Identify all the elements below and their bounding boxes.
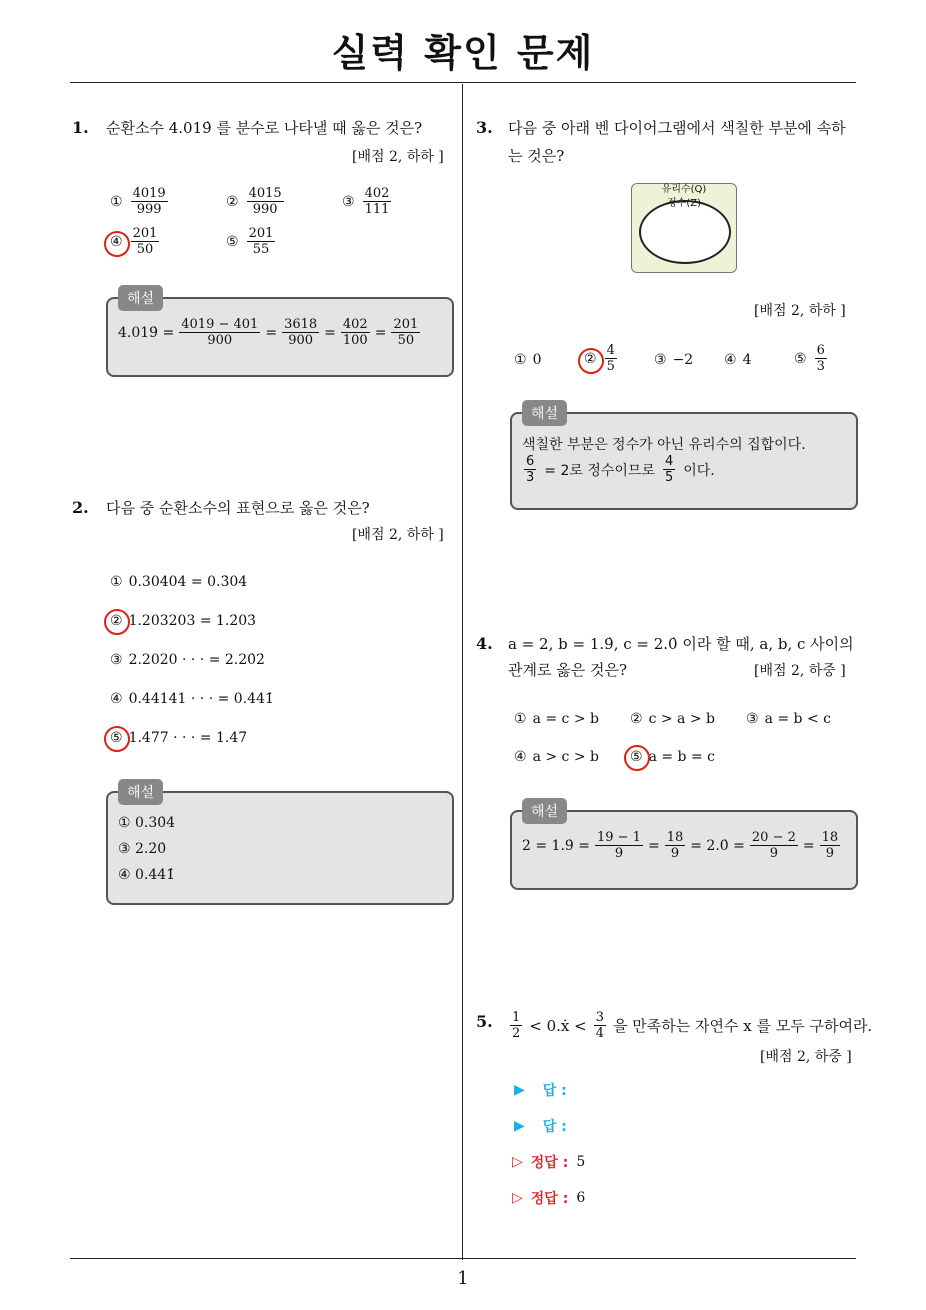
- choice-mark: ④: [110, 233, 123, 250]
- q2-choice-2[interactable]: [110, 613, 256, 629]
- choice-label: 1.477 · · · = 1.47̇: [128, 730, 248, 746]
- q1-explanation-tag: 해설: [118, 285, 163, 311]
- choice-label: 4: [742, 352, 752, 368]
- choice-mark: ②: [584, 350, 597, 367]
- q2-number: 2.: [72, 498, 89, 517]
- choice-fraction: $\frac{201}{55}$: [248, 226, 274, 257]
- q2-points: [배점 2, 하하 ]: [352, 527, 444, 543]
- choice-label: 0.44141 · · · = 0.4̇41̇: [128, 691, 274, 707]
- choice-mark: ⑤: [794, 350, 807, 367]
- q4-choice-4[interactable]: [514, 749, 599, 765]
- q4-explanation-formula: 2 = 1.9̇ = $\frac{19 - 1}{9}$ = $\frac{18}{9}$ = 2.0̇ = $\frac{20 - 2}{9}$ = $\frac{18}{9}$: [522, 830, 839, 861]
- play-icon: ▶: [514, 1082, 525, 1098]
- choice-label: a > c > b: [532, 749, 599, 765]
- choice-mark: ②: [110, 613, 123, 629]
- q2-choice-1[interactable]: [110, 574, 247, 590]
- choice-mark: ①: [110, 574, 123, 590]
- q1-choice-5[interactable]: [226, 226, 277, 257]
- q1-explanation-formula: 4.019̇ = $\frac{4019 - 401}{900}$ = $\frac{3618}{900}$ = $\frac{402}{100}$ = $\frac{201}{50}$: [118, 317, 419, 348]
- answer-label: 답 :: [542, 1083, 567, 1099]
- choice-mark: ③: [342, 193, 355, 210]
- q3-text: 다음 중 아래 벤 다이어그램에서 색칠한 부분에 속하는 것은?: [508, 119, 846, 165]
- q2-explanation-box: [106, 791, 454, 905]
- q4-choice-1[interactable]: [514, 711, 599, 727]
- q1-points: [배점 2, 하하 ]: [352, 149, 444, 165]
- q3-explanation-box: [510, 412, 858, 510]
- choice-mark: ⑤: [110, 730, 123, 746]
- answer-label: 답 :: [542, 1119, 567, 1135]
- choice-fraction: $\frac{4}{5}$: [606, 343, 615, 374]
- column-divider: [462, 84, 463, 1260]
- choice-label: c > a > b: [648, 711, 715, 727]
- choice-label: −2: [672, 352, 694, 368]
- choice-label: 0: [532, 352, 542, 368]
- choice-label: 0.30404 = 0.3̇04̇: [128, 574, 248, 590]
- choice-fraction: $\frac{201}{50}$: [132, 226, 158, 257]
- choice-label: a = b < c: [764, 711, 831, 727]
- q4-choice-2[interactable]: [630, 711, 715, 727]
- play-icon: ▶: [514, 1118, 525, 1134]
- q5-number: 5.: [476, 1012, 493, 1031]
- choice-mark: ④: [724, 352, 737, 368]
- choice-label: a = c > b: [532, 711, 599, 727]
- choice-mark: ③: [110, 652, 123, 668]
- q2-choice-4[interactable]: [110, 691, 274, 707]
- q1-choice-2[interactable]: [226, 186, 286, 217]
- choice-mark: ③: [746, 711, 759, 727]
- q3-explanation-tag: 해설: [522, 400, 567, 426]
- q1-number: 1.: [72, 118, 89, 137]
- q5-text: $\frac{1}{2}$ < 0.ẋ < $\frac{3}{4}$ 을 만족하는 자연수 x 를 모두 구하여라.: [512, 1010, 873, 1041]
- q2-text: 다음 중 순환소수의 표현으로 옳은 것은?: [106, 499, 370, 517]
- q3-choice-5[interactable]: [794, 343, 829, 374]
- choice-mark: ①: [110, 193, 123, 210]
- q4-text-line-2: 관계로 옳은 것은?: [508, 661, 628, 679]
- choice-fraction: $\frac{6}{3}$: [816, 343, 825, 374]
- correct-label: 정답 :: [530, 1155, 569, 1171]
- q2-explanation-line-2: ③ 2.2̇0̇: [118, 841, 167, 857]
- q4-points: [배점 2, 하중 ]: [754, 663, 846, 679]
- q5-correct-row-1: [512, 1152, 585, 1172]
- q4-number: 4.: [476, 634, 493, 653]
- correct-value: 6: [576, 1190, 586, 1206]
- q3-choice-3[interactable]: [654, 352, 693, 368]
- answer-circle-mark: [624, 745, 650, 771]
- choice-label: a = b = c: [648, 749, 715, 765]
- venn-inner-set: [639, 200, 731, 264]
- choice-label: 2.2020 · · · = 2.20̇2̇: [128, 652, 265, 668]
- q3-explanation-line-2: $\frac{6}{3}$ = 2로 정수이므로 $\frac{4}{5}$ 이다.: [526, 454, 715, 485]
- choice-mark: ①: [514, 352, 527, 368]
- answer-circle-mark: [578, 348, 604, 374]
- q5-correct-row-2: [512, 1188, 585, 1208]
- top-rule: [70, 82, 856, 83]
- bottom-rule: [70, 1258, 856, 1259]
- choice-mark: ⑤: [226, 233, 239, 250]
- page-number: 1: [457, 1268, 469, 1289]
- correct-label: 정답 :: [530, 1191, 569, 1207]
- choice-mark: ③: [654, 352, 667, 368]
- q3-choice-4[interactable]: [724, 352, 751, 368]
- q3-number: 3.: [476, 118, 493, 137]
- outline-play-icon: ▷: [512, 1154, 523, 1170]
- choice-mark: ④: [110, 691, 123, 707]
- answer-circle-mark: [104, 609, 130, 635]
- answer-circle-mark: [104, 726, 130, 752]
- q4-choice-3[interactable]: [746, 711, 831, 727]
- q3-points: [배점 2, 하하 ]: [754, 303, 846, 319]
- choice-mark: ②: [226, 193, 239, 210]
- q2-explanation-line-3: ④ 0.44̇1̇: [118, 867, 176, 883]
- q4-text-line-1: a = 2, b = 1.9̇, c = 2.0̇ 이라 할 때, a, b, c 사이의: [508, 635, 854, 653]
- choice-fraction: $\frac{4019}{999}$: [132, 186, 166, 217]
- q2-explanation-line-1: ① 0.30̇4̇: [118, 815, 176, 831]
- venn-outer-label: 유리수(Q): [661, 184, 707, 195]
- q2-choice-3[interactable]: [110, 652, 265, 668]
- choice-label: 1.203203 = 1.2̇03̇: [128, 613, 257, 629]
- q2-explanation-tag: 해설: [118, 779, 163, 805]
- q1-choice-1[interactable]: [110, 186, 170, 217]
- venn-inner-label: 정수(Z): [667, 198, 701, 209]
- q3-explanation-line-1: 색칠한 부분은 정수가 아닌 유리수의 집합이다.: [522, 437, 806, 453]
- choice-mark: ②: [630, 711, 643, 727]
- choice-mark: ①: [514, 711, 527, 727]
- choice-fraction: $\frac{402}{111}$: [364, 186, 390, 217]
- q1-text: 순환소수 4.019̇ 를 분수로 나타낼 때 옳은 것은?: [106, 119, 423, 137]
- q5-answer-row-2: [514, 1116, 575, 1136]
- choice-mark: ④: [514, 749, 527, 765]
- outline-play-icon: ▷: [512, 1190, 523, 1206]
- choice-mark: ⑤: [630, 749, 643, 765]
- q5-answer-row-1: [514, 1080, 575, 1100]
- q2-choice-5[interactable]: [110, 730, 247, 746]
- choice-fraction: $\frac{4015}{990}$: [248, 186, 282, 217]
- q1-choice-3[interactable]: [342, 186, 393, 217]
- correct-value: 5: [576, 1154, 586, 1170]
- q3-choice-1[interactable]: [514, 352, 541, 368]
- q5-points: [배점 2, 하중 ]: [760, 1049, 852, 1065]
- q4-explanation-tag: 해설: [522, 798, 567, 824]
- answer-circle-mark: [104, 231, 130, 257]
- venn-diagram: [631, 183, 737, 273]
- page-title: 실력 확인 문제: [331, 31, 595, 75]
